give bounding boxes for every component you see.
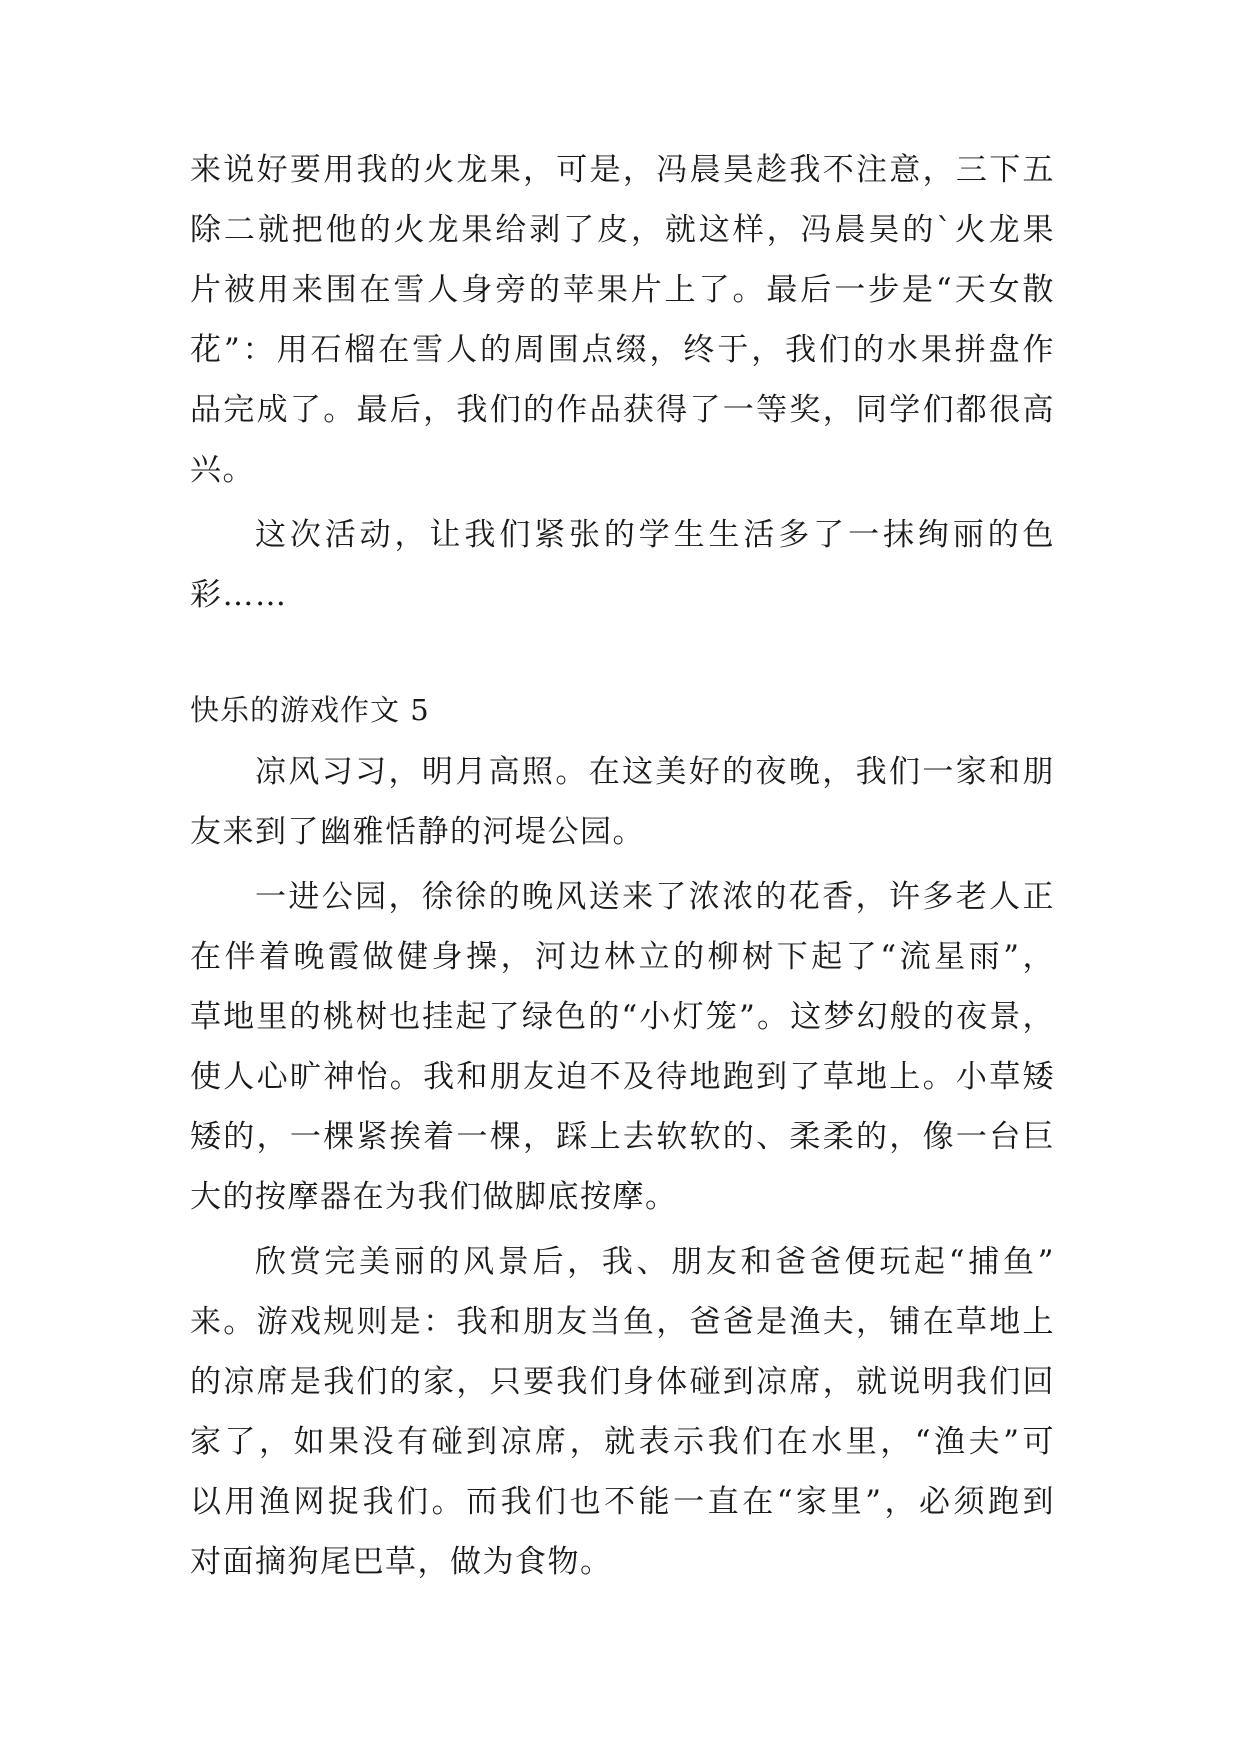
paragraph-line: 使人心旷神怡。我和朋友迫不及待地跑到了草地上。小草矮: [190, 1059, 1055, 1095]
paragraph-line: 对面摘狗尾巴草，做为食物。: [190, 1544, 613, 1580]
paragraph-line: 凉风习习，明月高照。在这美好的夜晚，我们一家和朋: [255, 754, 1055, 790]
paragraph-line: 彩……: [190, 577, 288, 613]
paragraph-line: 以用渔网捉我们。而我们也不能一直在“家里”，必须跑到: [190, 1484, 1055, 1520]
paragraph-line: 在伴着晚霞做健身操，河边林立的柳树下起了“流星雨”，: [190, 939, 1055, 975]
paragraph-line: 的凉席是我们的家，只要我们身体碰到凉席，就说明我们回: [190, 1364, 1055, 1400]
paragraph-line: 来。游戏规则是：我和朋友当鱼，爸爸是渔夫，铺在草地上: [190, 1304, 1055, 1340]
paragraph-line: 欣赏完美丽的风景后，我、朋友和爸爸便玩起“捕鱼”: [255, 1244, 1055, 1280]
paragraph-line: 这次活动，让我们紧张的学生生活多了一抹绚丽的色: [255, 517, 1055, 553]
paragraph-line: 来说好要用我的火龙果，可是，冯晨昊趁我不注意，三下五: [190, 152, 1055, 188]
paragraph-line: 友来到了幽雅恬静的河堤公园。: [190, 814, 645, 850]
paragraph-line: 草地里的桃树也挂起了绿色的“小灯笼”。这梦幻般的夜景，: [190, 999, 1055, 1035]
paragraph-line: 大的按摩器在为我们做脚底按摩。: [190, 1179, 678, 1215]
essay-title: 快乐的游戏作文 5: [190, 693, 430, 727]
paragraph-line: 家了，如果没有碰到凉席，就表示我们在水里，“渔夫”可: [190, 1424, 1055, 1460]
paragraph-line: 片被用来围在雪人身旁的苹果片上了。最后一步是“天女散: [190, 272, 1055, 308]
paragraph-line: 兴。: [190, 452, 255, 488]
paragraph-line: 花”：用石榴在雪人的周围点缀，终于，我们的水果拼盘作: [190, 332, 1055, 368]
paragraph-line: 矮的，一棵紧挨着一棵，踩上去软软的、柔柔的，像一台巨: [190, 1119, 1055, 1155]
paragraph-line: 品完成了。最后，我们的作品获得了一等奖，同学们都很高: [190, 392, 1055, 428]
paragraph-line: 除二就把他的火龙果给剥了皮，就这样，冯晨昊的`火龙果: [190, 212, 1055, 248]
paragraph-line: 一进公园，徐徐的晚风送来了浓浓的花香，许多老人正: [255, 879, 1055, 915]
